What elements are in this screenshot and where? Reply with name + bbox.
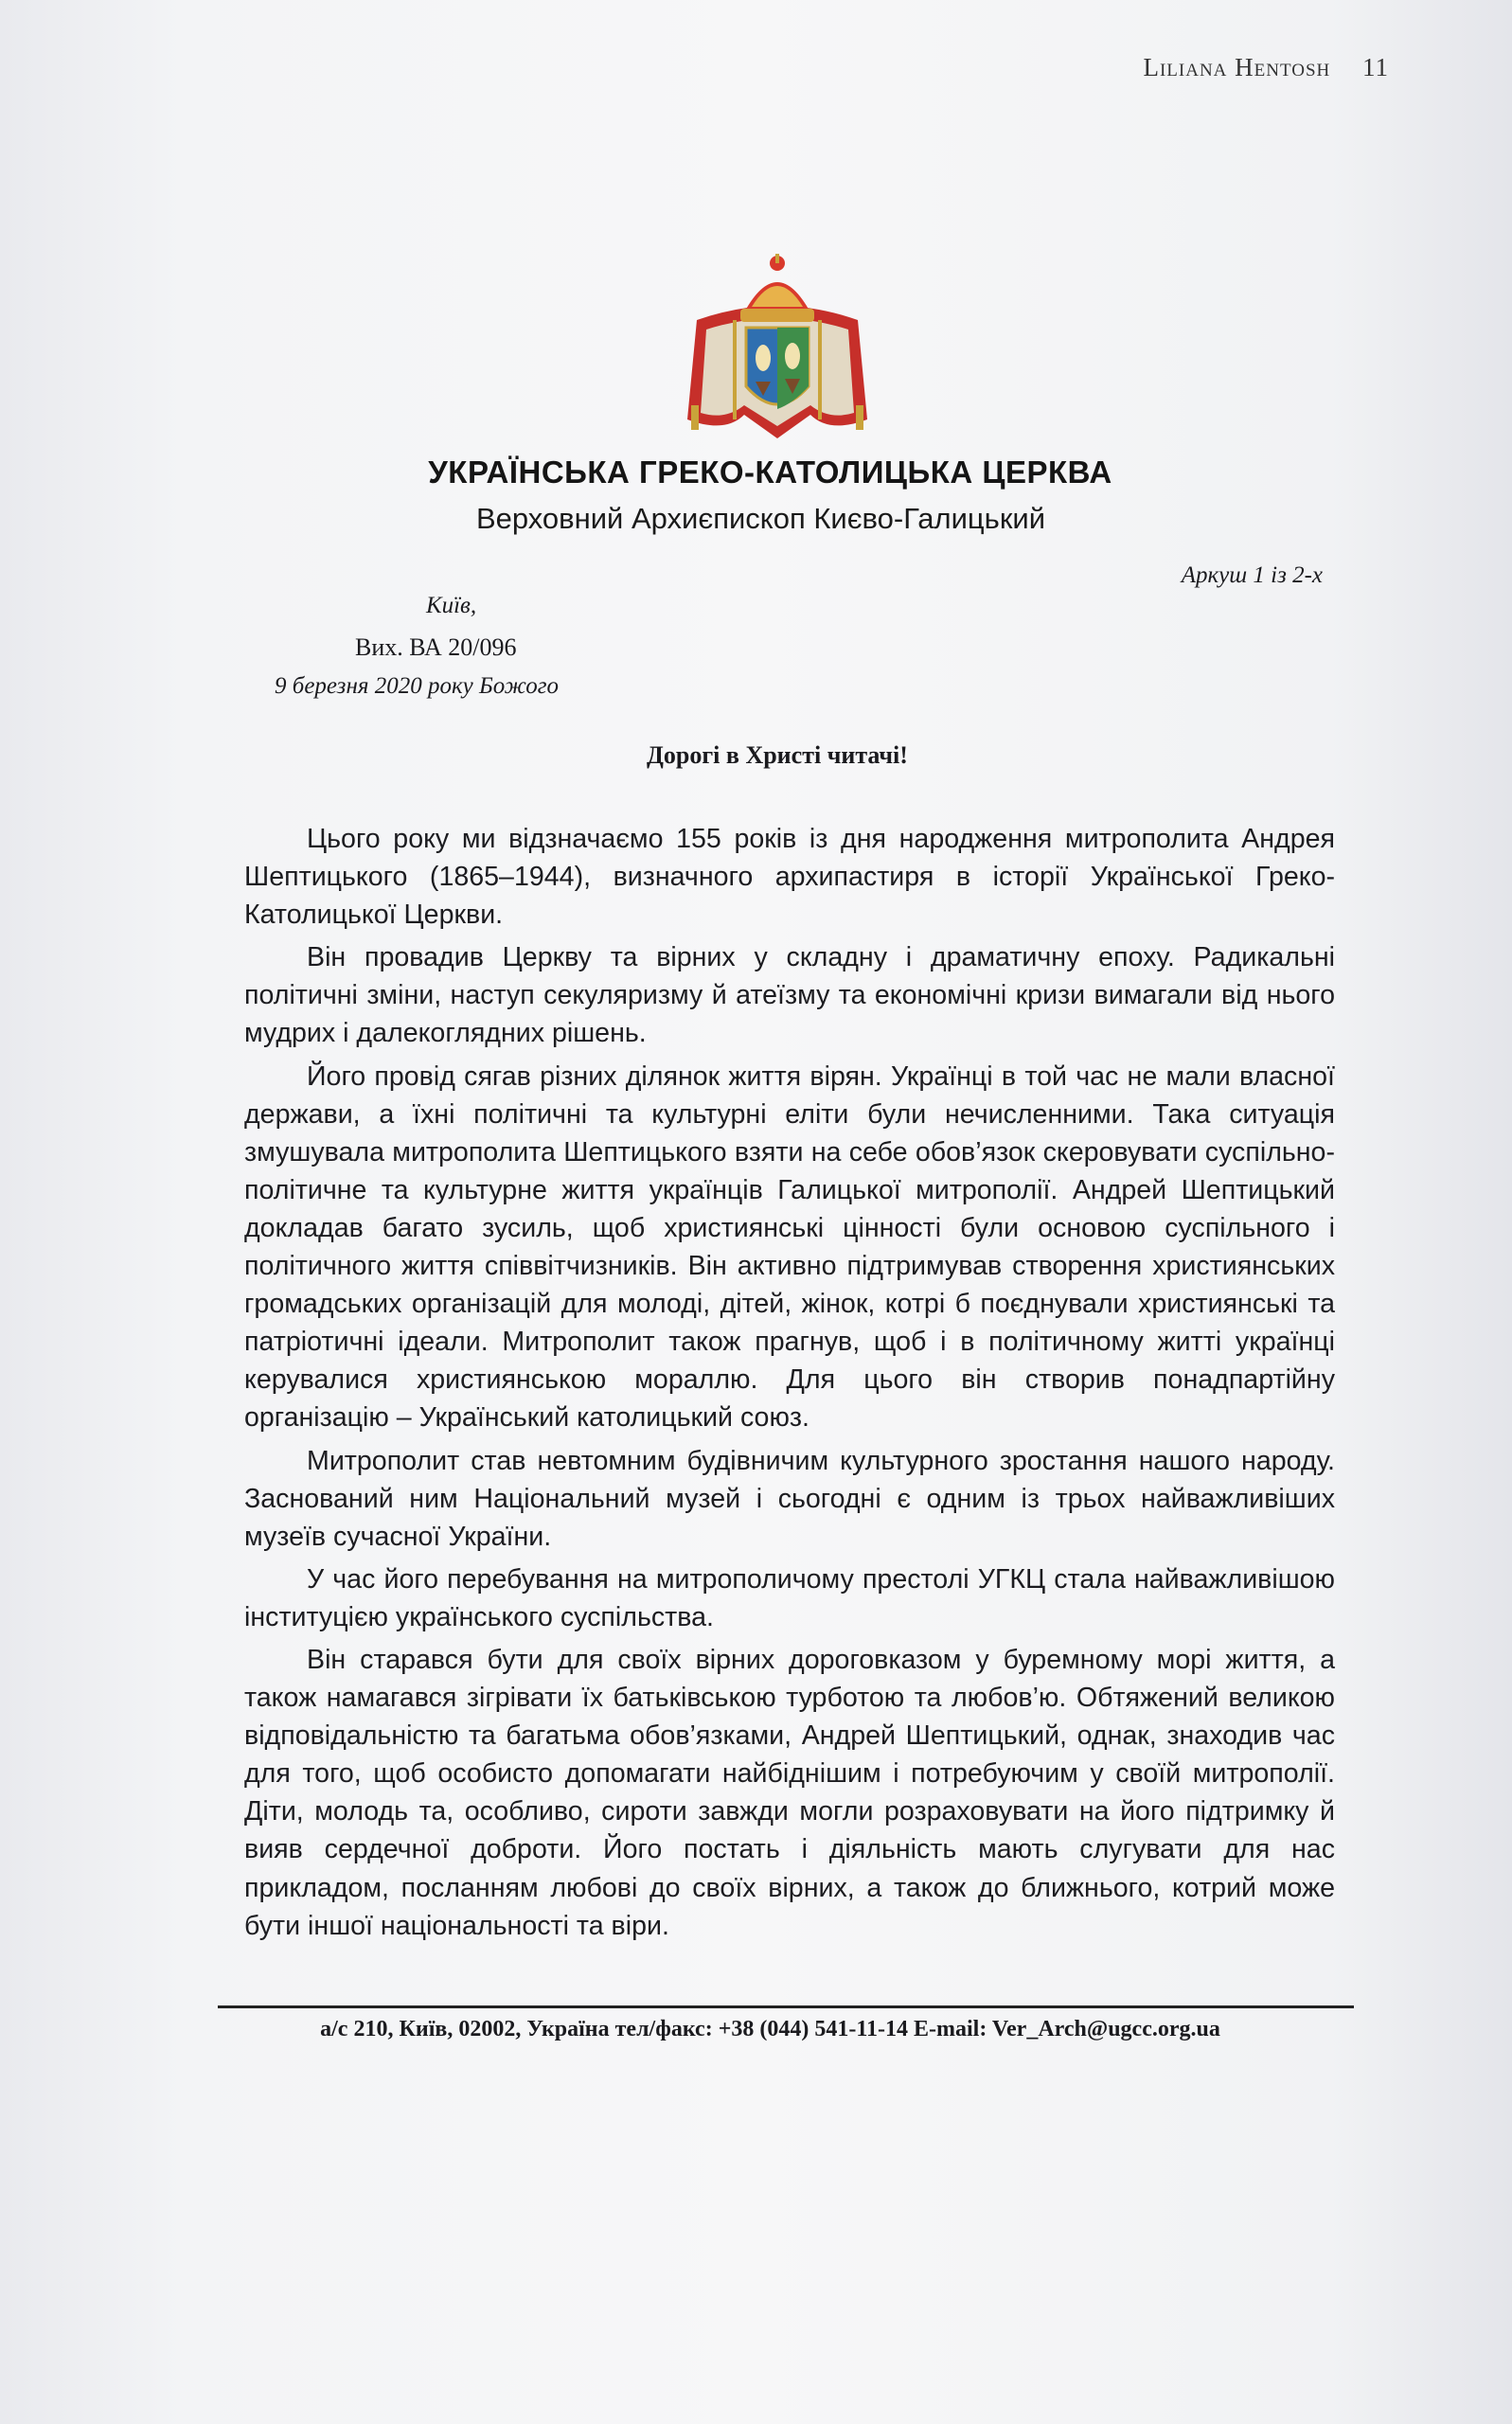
page-number: 11 [1362, 53, 1389, 81]
running-head [1143, 53, 1389, 82]
organization-title: УКРАЇНСЬКА ГРЕКО-КАТОЛИЦЬКА ЦЕРКВА [428, 454, 1112, 490]
letter-reference: Вих. ВА 20/096 [355, 633, 517, 661]
letter-body [244, 820, 1335, 1950]
coat-of-arms-crest [678, 254, 877, 443]
letter-paragraph: Його провід сягав різних ділянок життя вірян. Українці в той час не мали власної держави, а їхні політичні та культурні еліти були нечисленними. Така ситуація змушувала митрополита Шептицького взяти на себе обов’язок скеровувати суспільно-політичне та культурне життя українців Галицької митрополії. Андрей Шептицький докладав багато зусиль, щоб християнські цінності були основою суспільного і політичного життя співвітчизників. Він активно підтримував створення християнських громадських організацій для молоді, дітей, жінок, котрі б поєднували християнські та патріотичні ідеали. Митрополит також прагнув, щоб і в політичному житті українці керувалися християнською мораллю. Для цього він створив понадпартійну організацію – Український католицький союз. [244, 1060, 1335, 1434]
letter-paragraph: Він провадив Церкву та вірних у складну і драматичну епоху. Радикальні політичні зміни, наступ секуляризму й атеїзму та економічні кризи вимагали від нього мудрих і далекоглядних рішень. [244, 942, 1335, 1049]
footer-contact: а/с 210, Київ, 02002, Україна тел/факс: +38 (044) 541-11-14 E-mail: Ver_Arch@ugcc.org.ua [320, 2017, 1220, 2041]
letter-greeting: Дорогі в Христі читачі! [647, 741, 908, 769]
running-head-author: Liliana Hentosh [1143, 53, 1331, 81]
sheet-note: Аркуш 1 із 2-х [1181, 562, 1323, 588]
letter-paragraph: Цього року ми відзначаємо 155 років із дня народження митрополита Андрея Шептицького (1865–1944), визначного архипастиря в історії Української Греко-Католицької Церкви. [244, 824, 1335, 931]
letter-city: Київ, [426, 593, 477, 618]
footer-divider [218, 2005, 1354, 2008]
letter-paragraph: У час його перебування на митрополичому престолі УГКЦ стала найважливішою інституцією українського суспільства. [244, 1563, 1335, 1632]
organization-subtitle: Верховний Архиєпископ Києво-Галицький [475, 502, 1046, 535]
letter-date: 9 березня 2020 року Божого [275, 673, 560, 699]
letter-paragraph: Він старався бути для своїх вірних дороговказом у буремному морі життя, а також намагався зігрівати їх батьківською турботою та любов’ю. Обтяжений великою відповідальністю та багатьма обов’язками, Андрей Шептицький, однак, знаходив час для того, щоб особисто допомагати найбіднішим і потребуючим у своїй митрополії. Діти, молодь та, особливо, сироти завжди могли розраховувати на його підтримку й вияв сердечної доброти. Його постать і діяльність мають слугувати для нас прикладом, посланням любові до своїх вірних, а також до ближнього, котрий може бути іншої національності та віри. [244, 1644, 1335, 1941]
letter-paragraph: Митрополит став невтомним будівничим культурного зростання нашого народу. Заснований ним Національний музей і сьогодні є одним із трьох найважливіших музеїв сучасної України. [244, 1445, 1335, 1552]
